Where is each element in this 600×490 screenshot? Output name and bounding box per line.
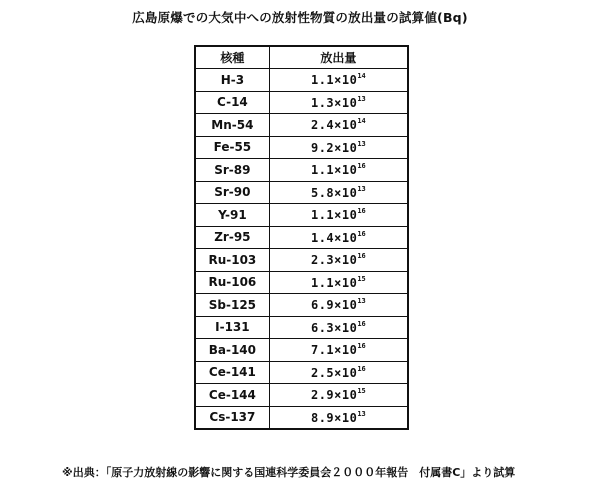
times-ten: ×10 (334, 253, 358, 268)
times-ten: ×10 (334, 320, 358, 335)
value-exponent: 13 (357, 139, 366, 148)
value-exponent: 15 (357, 274, 366, 283)
times-ten: ×10 (334, 230, 358, 245)
release-value-cell (269, 136, 408, 159)
release-value-cell (269, 69, 408, 92)
value-exponent: 13 (357, 297, 366, 306)
release-value-cell (269, 249, 408, 272)
nuclide-cell: Cs-137 (195, 406, 269, 429)
header-release: 放出量 (269, 46, 408, 69)
table-row (195, 361, 408, 384)
nuclide-cell: Zr-95 (195, 226, 269, 249)
nuclide-cell: C-14 (195, 91, 269, 114)
times-ten: ×10 (334, 410, 358, 425)
times-ten: ×10 (334, 275, 358, 290)
value-exponent: 14 (357, 117, 366, 126)
table-row (195, 294, 408, 317)
value-mantissa: 6.9 (310, 298, 335, 313)
value-mantissa: 2.9 (310, 388, 335, 403)
nuclide-cell: H-3 (195, 69, 269, 92)
nuclide-cell: Y-91 (195, 204, 269, 227)
table-row (195, 159, 408, 182)
table-header-row (195, 46, 408, 69)
table-row (195, 136, 408, 159)
times-ten: ×10 (334, 185, 358, 200)
times-ten: ×10 (334, 208, 358, 223)
release-value-cell (269, 316, 408, 339)
value-exponent: 16 (357, 364, 366, 373)
value-exponent: 16 (357, 162, 366, 171)
nuclide-cell: Ce-141 (195, 361, 269, 384)
release-value-cell (269, 226, 408, 249)
table-row (195, 249, 408, 272)
nuclide-cell: Ru-103 (195, 249, 269, 272)
value-exponent: 16 (357, 342, 366, 351)
value-mantissa: 9.2 (310, 140, 335, 155)
value-mantissa: 5.8 (310, 185, 335, 200)
value-exponent: 16 (357, 229, 366, 238)
table-row (195, 114, 408, 137)
nuclide-cell: Ru-106 (195, 271, 269, 294)
release-value-cell (269, 181, 408, 204)
table-row (195, 339, 408, 362)
nuclide-cell: Fe-55 (195, 136, 269, 159)
value-mantissa: 1.1 (310, 163, 335, 178)
nuclide-cell: Sb-125 (195, 294, 269, 317)
table-row (195, 181, 408, 204)
times-ten: ×10 (334, 365, 358, 380)
value-mantissa: 2.4 (310, 118, 335, 133)
value-mantissa: 1.1 (310, 275, 335, 290)
release-value-cell (269, 294, 408, 317)
times-ten: ×10 (334, 95, 358, 110)
release-table (194, 45, 409, 430)
value-mantissa: 1.1 (310, 73, 335, 88)
times-ten: ×10 (334, 118, 358, 133)
table-row (195, 69, 408, 92)
value-mantissa: 1.3 (310, 95, 335, 110)
times-ten: ×10 (334, 298, 358, 313)
value-exponent: 13 (357, 184, 366, 193)
nuclide-cell: Mn-54 (195, 114, 269, 137)
source-footnote: ※出典：「原子力放射線の影響に関する国連科学委員会２０００年報告 付属書C」より試算 (62, 466, 516, 479)
nuclide-cell: Sr-90 (195, 181, 269, 204)
table-row (195, 91, 408, 114)
value-mantissa: 1.4 (310, 230, 335, 245)
table-row (195, 316, 408, 339)
page-title: 広島原爆での大気中への放射性物質の放出量の試算値(Bq) (132, 10, 468, 25)
release-value-cell (269, 361, 408, 384)
header-nuclide: 核種 (195, 46, 269, 69)
release-value-cell (269, 159, 408, 182)
value-exponent: 15 (357, 387, 366, 396)
table-row (195, 226, 408, 249)
release-value-cell (269, 91, 408, 114)
value-mantissa: 1.1 (310, 208, 335, 223)
value-exponent: 16 (357, 207, 366, 216)
release-value-cell (269, 384, 408, 407)
nuclide-cell: I-131 (195, 316, 269, 339)
nuclide-cell: Sr-89 (195, 159, 269, 182)
release-value-cell (269, 114, 408, 137)
table-row (195, 384, 408, 407)
value-exponent: 14 (357, 72, 366, 81)
value-mantissa: 2.3 (310, 253, 335, 268)
value-exponent: 16 (357, 319, 366, 328)
value-exponent: 16 (357, 252, 366, 261)
value-exponent: 13 (357, 94, 366, 103)
release-value-cell (269, 271, 408, 294)
value-mantissa: 2.5 (310, 365, 335, 380)
value-mantissa: 7.1 (310, 343, 335, 358)
nuclide-cell: Ba-140 (195, 339, 269, 362)
table-row (195, 271, 408, 294)
nuclide-cell: Ce-144 (195, 384, 269, 407)
table-row (195, 406, 408, 429)
value-mantissa: 8.9 (310, 410, 335, 425)
table-row (195, 204, 408, 227)
times-ten: ×10 (334, 140, 358, 155)
value-exponent: 13 (357, 409, 366, 418)
times-ten: ×10 (334, 343, 358, 358)
times-ten: ×10 (334, 388, 358, 403)
release-value-cell (269, 406, 408, 429)
value-mantissa: 6.3 (310, 320, 335, 335)
times-ten: ×10 (334, 73, 358, 88)
times-ten: ×10 (334, 163, 358, 178)
release-value-cell (269, 204, 408, 227)
release-value-cell (269, 339, 408, 362)
